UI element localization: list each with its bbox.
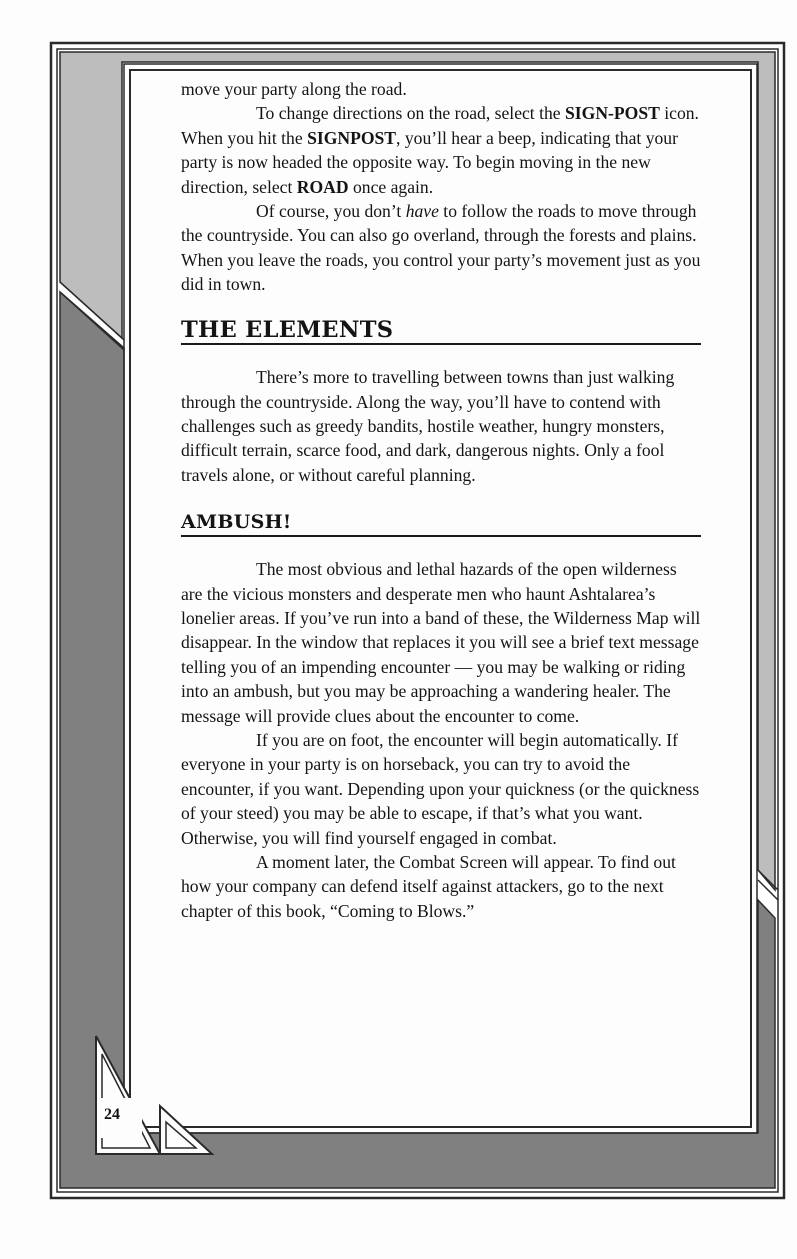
section-heading-elements: THE ELEMENTS [181, 316, 394, 343]
ambush-paragraph-3: A moment later, the Combat Screen will appear. To find out how your company can defend itself against attackers, go to the next chapter of this book, “Coming to Blows.” [181, 852, 676, 921]
intro-paragraph-signpost: To change directions on the road, select the SIGN-POST icon. When you hit the SIGNPOST, you’ll hear a beep, indicating that your party is now headed the opposite way. To begin moving in the new direction, select ROAD once again. [181, 103, 699, 197]
body-text [181, 77, 701, 923]
intro-line: move your party along the road. [181, 79, 407, 99]
intro-paragraph-overland: Of course, you don’t have to follow the roads to move through the countryside. You can also go overland, through the forests and plains. When you leave the roads, you control your party’s movement just as you did in town. [181, 201, 701, 295]
ambush-paragraph-1: The most obvious and lethal hazards of the open wilderness are the vicious monsters and desperate men who haunt Ashtalarea’s lonelier areas. If you’ve run into a band of these, the Wilderness Map will disappear. In the window that replaces it you will see a brief text message telling you of an impending encounter — you may be walking or riding into an ambush, but you may be approaching a wandering healer. The message will provide clues about the encounter to come. [181, 559, 701, 726]
section-heading-elements-wrap [181, 316, 701, 346]
page-number: 24 [104, 1106, 120, 1123]
section-heading-ambush-wrap [181, 513, 701, 537]
section-heading-ambush: AMBUSH! [181, 511, 292, 534]
elements-paragraph: There’s more to travelling between towns than just walking through the countryside. Along the way, you’ll have to contend with challenges such as greedy bandits, hostile weather, hungry monsters, difficult terrain, scarce food, and dark, dangerous nights. Only a fool travels alone, or without careful planning. [181, 367, 675, 485]
ambush-paragraph-2: If you are on foot, the encounter will begin automatically. If everyone in your party is on horseback, you can try to avoid the encounter, if you want. Depending upon your quickness (or the quickness of your steed) you may be able to escape, if that’s what you want. Otherwise, you will find yourself engaged in combat. [181, 730, 700, 848]
